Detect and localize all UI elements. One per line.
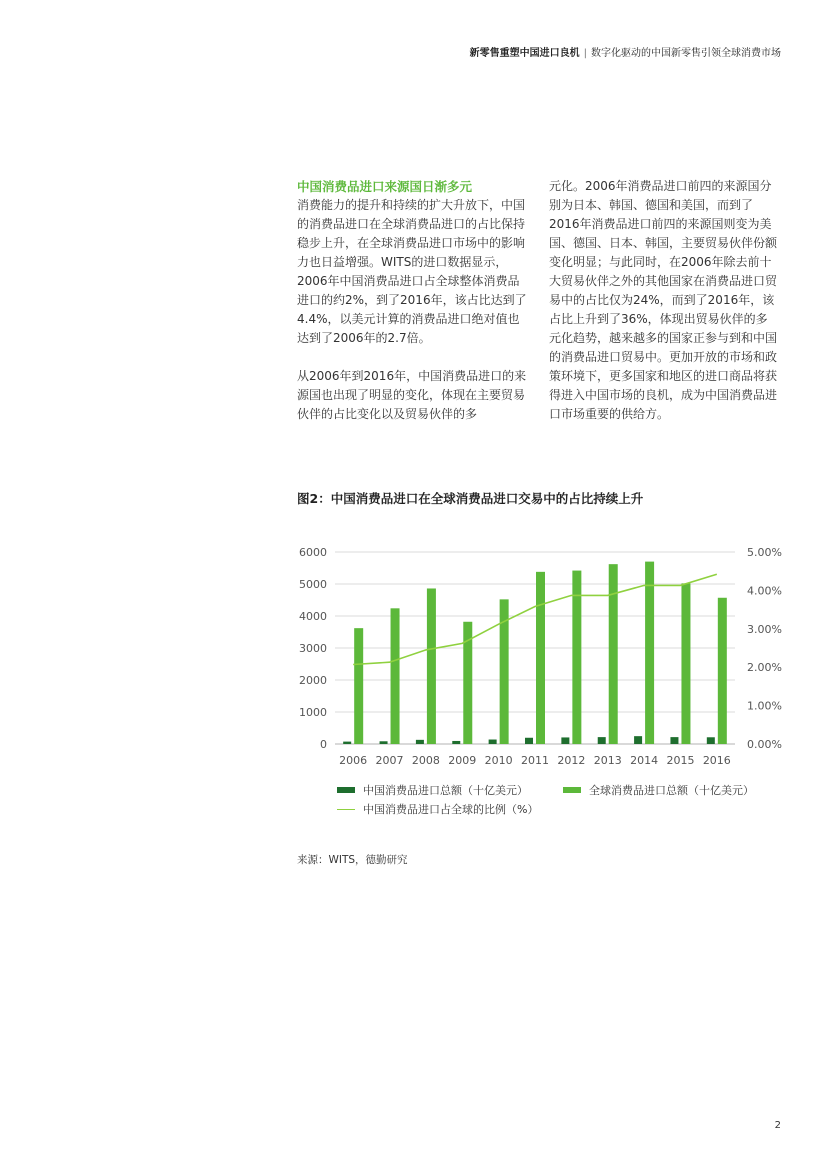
body-paragraph-3: 元化。2006年消费品进口前四的来源国分别为日本、韩国、德国和美国，而到了2016年消费品进口前四的来源国则变为美国、德国、日本、韩国，主要贸易伙伴份额变化明显；与此同时，在2006年除去前十大贸易伙伴之外的其他国家在消费品进口贸易中的占比仅为24%，而到了2016年，该占比上升到了36%，体现出贸易伙伴的多元化趋势，越来越多的国家正参与到和中国的消费品进口贸易中。更加开放的市场和政策环境下，更多国家和地区的进口商品将获得进入中国市场的良机，成为中国消费品进口市场重要的供给方。 (549, 179, 778, 421)
body-paragraph-1: 消费能力的提升和持续的扩大升放下，中国的消费品进口在全球消费品进口的占比保持稳步上升，在全球消费品进口市场中的影响力也日益增强。WITS的进口数据显示，2006年中国消费品进口占全球整体消费品进口的约2%，到了2016年，该占比达到了4.4%，以美元计算的消费品进口绝对值也达到了2006年的2.7倍。 (297, 198, 527, 345)
y-right-tick-label: 1.00% (747, 699, 782, 713)
bar-china (561, 737, 569, 744)
bar-global (681, 583, 690, 744)
bar-line-chart (280, 535, 800, 775)
x-tick-label: 2010 (484, 754, 513, 767)
y-left-tick-label: 0 (320, 738, 327, 751)
y-right-tick-label: 3.00% (747, 622, 782, 636)
bar-global (427, 588, 436, 744)
page-number: 2 (774, 1120, 781, 1131)
share-line (353, 574, 717, 664)
bar-china (525, 738, 533, 744)
bar-global (536, 572, 545, 744)
x-tick-label: 2013 (593, 754, 622, 767)
y-right-tick-label: 2.00% (747, 661, 782, 675)
y-left-tick-label: 2000 (299, 674, 327, 687)
x-tick-label: 2016 (702, 754, 731, 767)
bar-china (707, 737, 715, 744)
bar-global (645, 562, 654, 744)
y-left-tick-label: 3000 (299, 642, 327, 655)
legend-item-share (337, 801, 538, 817)
section-heading: 中国消费品进口来源国日渐多元 (297, 179, 473, 194)
y-left-tick-label: 4000 (299, 610, 327, 623)
left-text-column (297, 177, 527, 443)
legend-item-china (337, 782, 528, 798)
y-right-tick-label: 4.00% (747, 584, 782, 598)
running-header (470, 44, 781, 59)
legend-label-global: 全球消费品进口总额（十亿美元） (589, 784, 754, 797)
x-tick-label: 2006 (339, 754, 368, 767)
right-text-column (549, 177, 779, 443)
y-left-tick-label: 5000 (299, 578, 327, 591)
legend-item-global (563, 782, 754, 798)
bar-global (354, 628, 363, 744)
x-tick-label: 2015 (666, 754, 695, 767)
bar-china (343, 742, 351, 744)
bar-china (416, 740, 424, 744)
y-left-tick-label: 1000 (299, 706, 327, 719)
bar-global (609, 564, 618, 744)
bar-china (634, 736, 642, 744)
bar-china (598, 737, 606, 744)
y-right-tick-label: 5.00% (747, 546, 782, 559)
legend-label-share: 中国消费品进口占全球的比例（%） (363, 803, 539, 816)
bar-global (718, 598, 727, 744)
bar-global (391, 608, 400, 744)
legend-line-share (337, 809, 355, 810)
x-tick-label: 2008 (411, 754, 440, 767)
y-right-tick-label: 0.00% (747, 738, 782, 751)
figure-title: 图2：中国消费品进口在全球消费品进口交易中的占比持续上升 (297, 491, 644, 506)
bar-china (670, 737, 678, 744)
header-title: 新零售重塑中国进口良机 (469, 48, 580, 59)
bar-china (452, 741, 460, 744)
legend-label-china: 中国消费品进口总额（十亿美元） (363, 784, 528, 797)
x-tick-label: 2012 (557, 754, 586, 767)
header-separator: | (583, 48, 587, 59)
x-tick-label: 2014 (630, 754, 659, 767)
bar-china (489, 740, 497, 744)
source-note: 来源：WITS，德勤研究 (297, 854, 408, 866)
legend-swatch-global (563, 787, 581, 793)
y-left-tick-label: 6000 (299, 546, 327, 559)
bar-global (572, 571, 581, 744)
body-paragraph-2: 从2006年到2016年，中国消费品进口的来源国也出现了明显的变化，体现在主要贸易伙伴的占比变化以及贸易伙伴的多 (297, 369, 527, 421)
x-tick-label: 2011 (521, 754, 549, 767)
x-tick-label: 2009 (448, 754, 477, 767)
x-tick-label: 2007 (375, 754, 404, 767)
bar-china (380, 741, 388, 744)
legend-swatch-china (337, 787, 355, 793)
header-subtitle: 数字化驱动的中国新零售引领全球消费市场 (591, 48, 781, 59)
